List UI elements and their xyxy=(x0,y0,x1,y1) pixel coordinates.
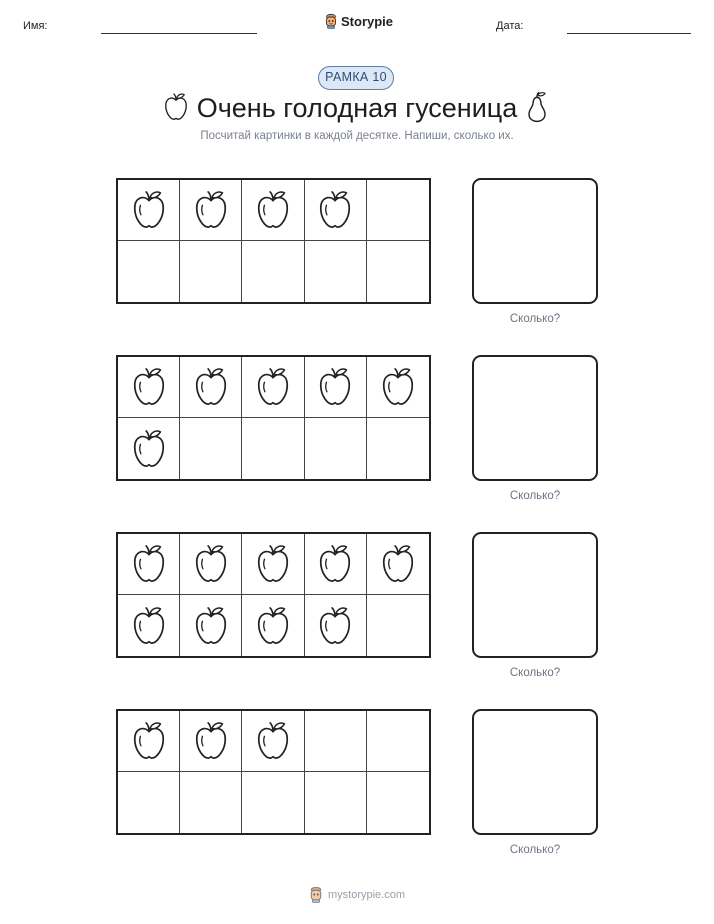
apple-icon xyxy=(192,543,230,585)
frame-cell xyxy=(367,772,429,833)
frame-cell xyxy=(305,241,367,302)
apple-icon xyxy=(316,543,354,585)
frame-cell xyxy=(305,180,367,241)
frame-cell xyxy=(118,357,180,418)
frame-cell xyxy=(367,595,429,656)
date-label: Дата: xyxy=(496,20,524,32)
apple-icon xyxy=(379,366,417,408)
frame-cell xyxy=(180,534,242,595)
frame-cell xyxy=(242,711,304,772)
frame-cell xyxy=(180,180,242,241)
apple-icon xyxy=(130,189,168,231)
how-many-label-3: Сколько? xyxy=(509,667,561,679)
frame-cell xyxy=(305,711,367,772)
frame-cell xyxy=(367,180,429,241)
frame-cell xyxy=(118,180,180,241)
how-many-label-2: Сколько? xyxy=(509,490,561,502)
answer-box-2[interactable] xyxy=(472,355,598,481)
frame-cell xyxy=(305,357,367,418)
apple-icon xyxy=(379,543,417,585)
how-many-label-4: Сколько? xyxy=(509,844,561,856)
frame-cell xyxy=(118,772,180,833)
frame-cell xyxy=(305,595,367,656)
brand-name: Storypie xyxy=(341,13,394,29)
apple-icon xyxy=(130,428,168,470)
frame-cell xyxy=(242,772,304,833)
frame-cell xyxy=(242,595,304,656)
frame-cell xyxy=(180,595,242,656)
answer-box-1[interactable] xyxy=(472,178,598,304)
apple-icon xyxy=(316,189,354,231)
footer xyxy=(308,886,405,903)
frame-cell xyxy=(180,241,242,302)
name-label: Имя: xyxy=(23,20,48,32)
apple-icon xyxy=(316,605,354,647)
frame-cell xyxy=(180,711,242,772)
ten-frame-2 xyxy=(116,355,431,481)
apple-icon xyxy=(254,366,292,408)
instructions: Посчитай картинки в каждой десятке. Напиши, сколько их. xyxy=(200,130,514,142)
answer-box-4[interactable] xyxy=(472,709,598,835)
storypie-mascot-icon xyxy=(324,13,338,29)
apple-icon xyxy=(316,366,354,408)
frame-cell xyxy=(305,772,367,833)
frame-cell xyxy=(118,534,180,595)
storypie-mascot-icon xyxy=(308,886,324,903)
pear-icon xyxy=(525,91,549,123)
frame-cell xyxy=(242,241,304,302)
frame-cell xyxy=(367,357,429,418)
apple-icon xyxy=(130,543,168,585)
date-field[interactable] xyxy=(567,33,691,34)
apple-icon xyxy=(254,189,292,231)
apple-icon xyxy=(130,366,168,408)
answer-box-3[interactable] xyxy=(472,532,598,658)
frame-cell xyxy=(118,241,180,302)
frame-cell xyxy=(242,180,304,241)
frame-cell xyxy=(180,418,242,479)
frame-cell xyxy=(305,534,367,595)
frame-cell xyxy=(367,534,429,595)
apple-icon xyxy=(254,720,292,762)
frame-cell xyxy=(305,418,367,479)
frame-cell xyxy=(367,241,429,302)
ten-frame-1 xyxy=(116,178,431,304)
brand-logo xyxy=(324,13,393,29)
apple-icon xyxy=(192,366,230,408)
apple-icon xyxy=(130,605,168,647)
frame-cell xyxy=(367,711,429,772)
apple-icon xyxy=(130,720,168,762)
frame-cell xyxy=(242,357,304,418)
frame-cell xyxy=(118,595,180,656)
ten-frame-3 xyxy=(116,532,431,658)
frame-cell xyxy=(242,418,304,479)
frame-cell xyxy=(180,772,242,833)
apple-icon xyxy=(192,189,230,231)
frame-cell xyxy=(242,534,304,595)
frame-cell xyxy=(367,418,429,479)
frame-cell xyxy=(180,357,242,418)
apple-icon xyxy=(192,605,230,647)
apple-icon xyxy=(254,543,292,585)
frame-cell xyxy=(118,418,180,479)
how-many-label-1: Сколько? xyxy=(509,313,561,325)
apple-icon xyxy=(254,605,292,647)
page-title: Очень голодная гусеница xyxy=(196,93,518,123)
ten-frame-4 xyxy=(116,709,431,835)
frame-badge: РАМКА 10 xyxy=(318,66,394,90)
footer-url: mystorypie.com xyxy=(328,888,406,901)
frame-cell xyxy=(118,711,180,772)
apple-icon xyxy=(192,720,230,762)
name-field[interactable] xyxy=(101,33,257,34)
